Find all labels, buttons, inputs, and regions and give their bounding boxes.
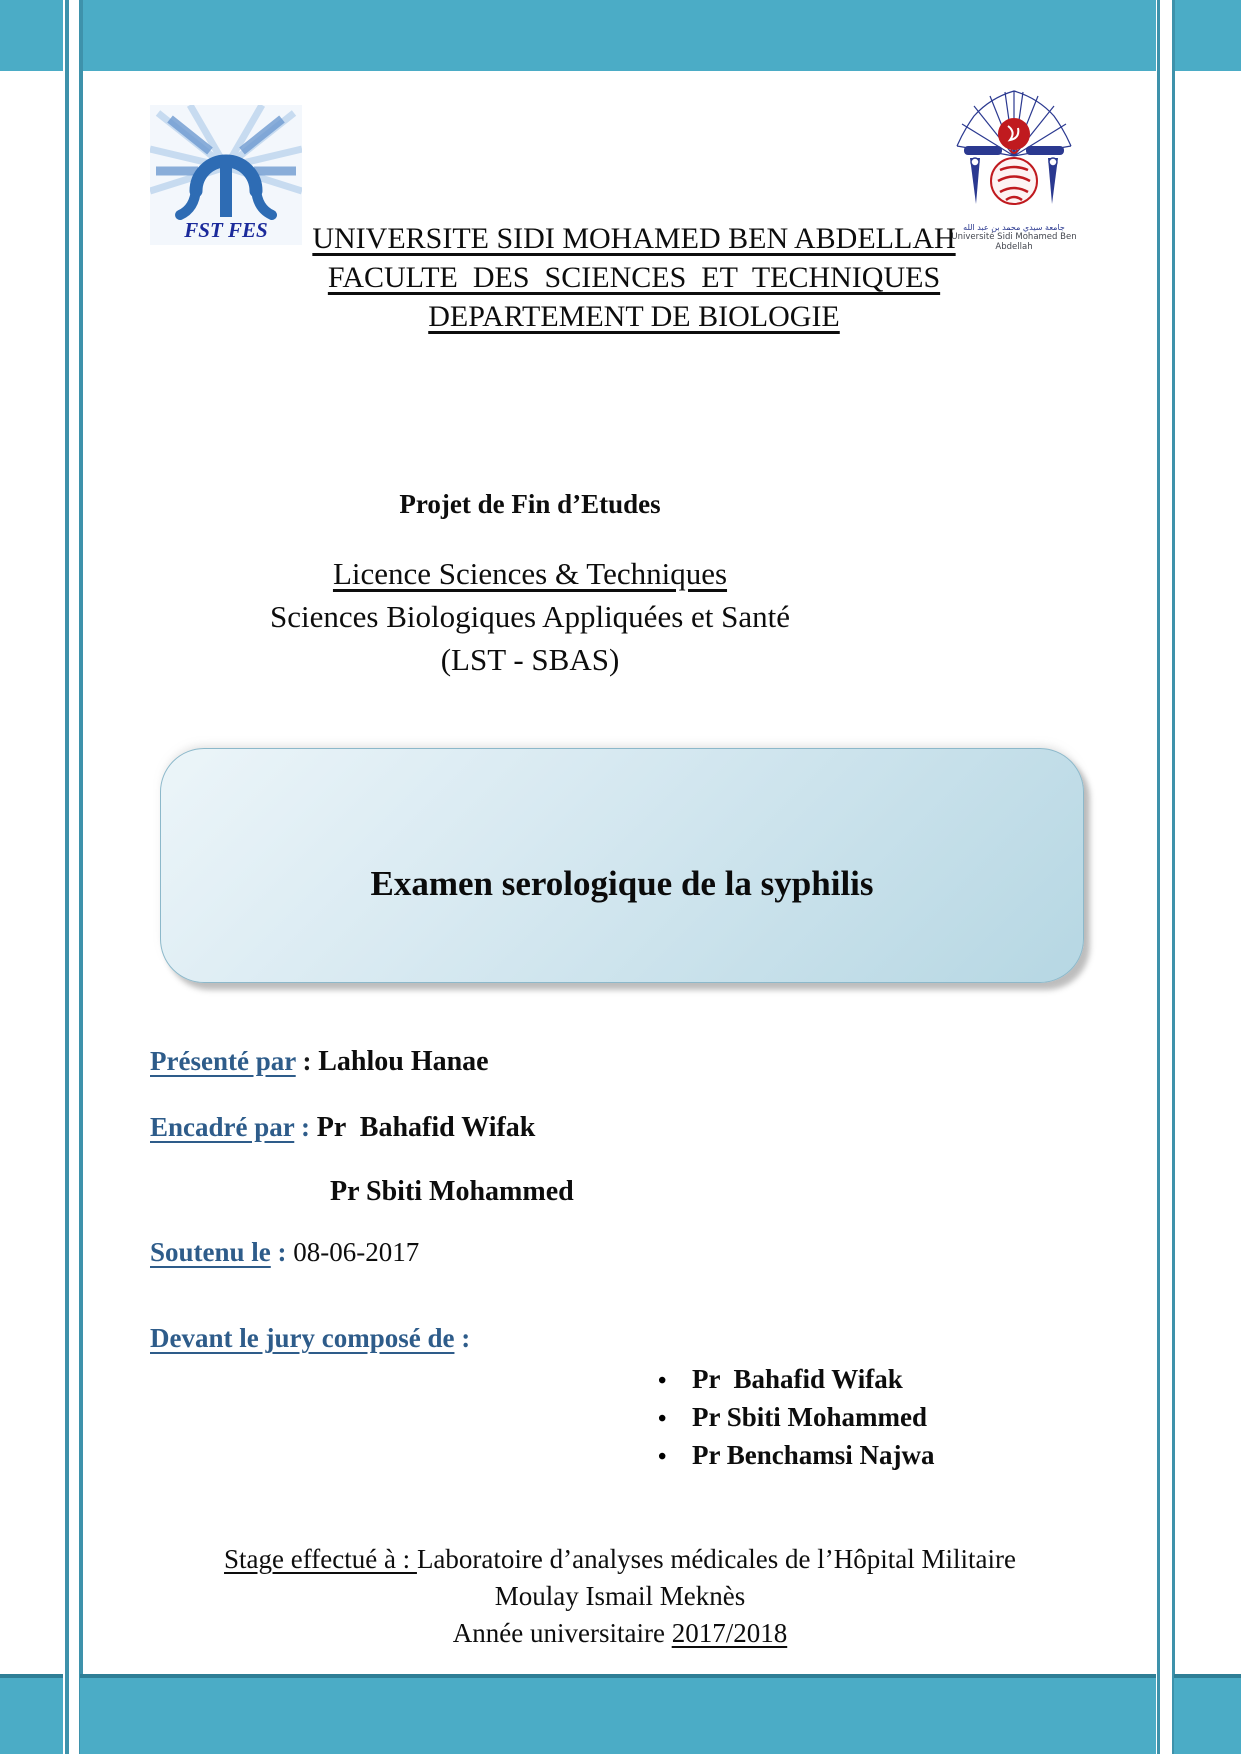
faculty-name: FACULTE DES SCIENCES ET TECHNIQUES bbox=[327, 261, 941, 294]
report-title: Examen serologique de la syphilis bbox=[370, 863, 874, 903]
jury-list bbox=[658, 1364, 935, 1478]
supervisor-1-name: Pr Bahafid Wifak bbox=[316, 1112, 536, 1143]
academic-year-label: Année universitaire bbox=[452, 1618, 672, 1648]
supervised-by-label: Encadré par bbox=[150, 1112, 295, 1142]
jury-member-row bbox=[658, 1440, 935, 1478]
academic-year-line bbox=[90, 1615, 1150, 1652]
jury-heading-line bbox=[150, 1323, 470, 1354]
jury-member-row bbox=[658, 1364, 935, 1402]
bullet-icon: • bbox=[658, 1444, 667, 1470]
supervisor-2-line bbox=[330, 1176, 574, 1208]
supervised-by-line bbox=[150, 1112, 535, 1144]
university-name: UNIVERSITE SIDI MOHAMED BEN ABDELLAH bbox=[312, 222, 956, 255]
presented-by-separator: : bbox=[295, 1046, 319, 1076]
project-type: Projet de Fin d’Etudes bbox=[399, 489, 661, 519]
degree-abbreviation: (LST - SBAS) bbox=[440, 642, 620, 677]
defense-date-separator: : bbox=[270, 1237, 294, 1267]
jury-member-name: Pr Benchamsi Najwa bbox=[692, 1440, 935, 1470]
frame-band-top bbox=[80, 0, 1156, 71]
student-name: Lahlou Hanae bbox=[318, 1046, 489, 1077]
internship-city-line: Moulay Ismail Meknès bbox=[494, 1581, 746, 1611]
jury-heading-separator: : bbox=[454, 1323, 471, 1353]
frame-vertical-line-right-inner bbox=[1157, 0, 1160, 1754]
internship-location: Laboratoire d’analyses médicales de l’Hôpital Militaire bbox=[416, 1544, 1016, 1574]
usmba-caption: Université Sidi Mohamed Ben Abdellah bbox=[951, 232, 1077, 252]
presented-by-line bbox=[150, 1046, 489, 1078]
usmba-caption-arabic: جامعة سيدي محمد بن عبد الله bbox=[963, 223, 1065, 232]
fst-fes-logo-text: FST FES bbox=[184, 218, 268, 242]
defense-date: 08-06-2017 bbox=[293, 1237, 420, 1267]
frame-vertical-line-right-outer bbox=[1172, 0, 1175, 1754]
frame-corner-bottom-left bbox=[0, 1674, 63, 1754]
frame-corner-bottom-right bbox=[1174, 1674, 1241, 1754]
supervisor-2-name: Pr Sbiti Mohammed bbox=[330, 1176, 574, 1207]
header-block bbox=[150, 219, 1118, 336]
jury-heading-label: Devant le jury composé de bbox=[150, 1323, 455, 1353]
usmba-logo-image bbox=[950, 86, 1078, 218]
degree-name: Licence Sciences & Techniques bbox=[332, 556, 728, 591]
jury-member-row bbox=[658, 1402, 935, 1440]
jury-member-name: Pr Bahafid Wifak bbox=[692, 1364, 903, 1394]
defense-date-line bbox=[150, 1237, 419, 1268]
defense-date-label: Soutenu le bbox=[150, 1237, 271, 1267]
frame-vertical-line-left-outer bbox=[65, 0, 69, 1754]
footer-block bbox=[90, 1541, 1150, 1652]
frame-corner-top-left bbox=[0, 0, 63, 71]
presented-by-label: Présenté par bbox=[150, 1046, 296, 1076]
department-name: DEPARTEMENT DE BIOLOGIE bbox=[428, 300, 840, 333]
bullet-icon: • bbox=[658, 1368, 667, 1394]
frame-band-bottom bbox=[80, 1674, 1156, 1754]
jury-member-name: Pr Sbiti Mohammed bbox=[692, 1402, 927, 1432]
frame-corner-top-right bbox=[1174, 0, 1241, 71]
specialty-name: Sciences Biologiques Appliquées et Santé bbox=[269, 599, 791, 634]
frame-vertical-line-left-inner bbox=[79, 0, 83, 1754]
internship-location-line bbox=[90, 1541, 1150, 1578]
academic-year-value: 2017/2018 bbox=[671, 1618, 788, 1648]
supervised-by-separator: : bbox=[294, 1112, 317, 1142]
bullet-icon: • bbox=[658, 1406, 667, 1432]
internship-label: Stage effectué à : bbox=[224, 1544, 417, 1574]
report-title-box bbox=[160, 748, 1084, 983]
